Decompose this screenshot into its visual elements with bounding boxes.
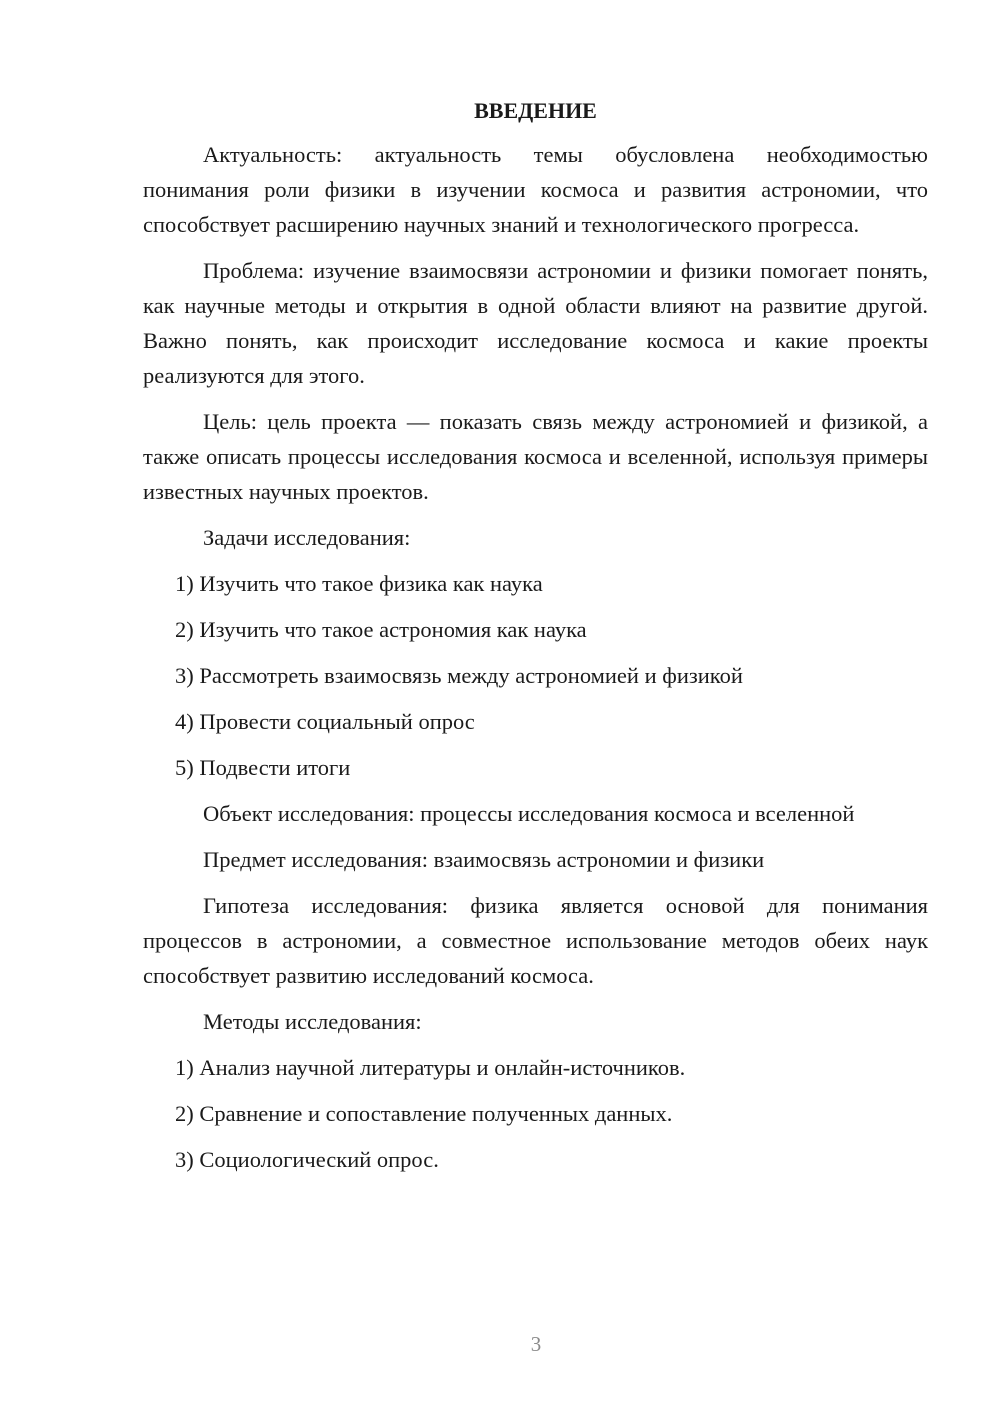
tasks-heading: Задачи исследования: — [203, 525, 411, 550]
method-item: 1) Анализ научной литературы и онлайн-источников. — [175, 1055, 686, 1080]
task-item: 5) Подвести итоги — [175, 755, 351, 780]
page-number: 3 — [530, 1332, 542, 1356]
relevance-paragraph: Актуальность: актуальность темы обусловлена необходимостью понимания роли физики в изучении космоса и развития астрономии, что способствует расширению научных знаний и технологического прогресса. — [143, 142, 928, 237]
method-item: 2) Сравнение и сопоставление полученных данных. — [175, 1101, 673, 1126]
hypothesis-paragraph: Гипотеза исследования: физика является основой для понимания процессов в астрономии, а совместное использование методов обеих наук способствует развитию исследований космоса. — [143, 893, 928, 988]
method-item: 3) Социологический опрос. — [175, 1147, 439, 1172]
section-title: ВВЕДЕНИЕ — [474, 98, 597, 123]
goal-paragraph: Цель: цель проекта — показать связь между астрономией и физикой, а также описать процессы исследования космоса и вселенной, используя примеры известных научных проектов. — [143, 409, 928, 504]
task-item: 4) Провести социальный опрос — [175, 709, 475, 734]
object-paragraph: Объект исследования: процессы исследования космоса и вселенной — [203, 801, 855, 826]
task-item: 2) Изучить что такое астрономия как наука — [175, 617, 587, 642]
task-item: 3) Рассмотреть взаимосвязь между астрономией и физикой — [175, 663, 743, 688]
problem-paragraph: Проблема: изучение взаимосвязи астрономии и физики помогает понять, как научные методы и открытия в одной области влияют на развитие другой. Важно понять, как происходит исследование космоса и какие проекты реализуются для этого. — [143, 258, 928, 388]
methods-heading: Методы исследования: — [203, 1009, 422, 1034]
subject-paragraph: Предмет исследования: взаимосвязь астрономии и физики — [203, 847, 765, 872]
document-page — [143, 96, 928, 1188]
task-item: 1) Изучить что такое физика как наука — [175, 571, 543, 596]
